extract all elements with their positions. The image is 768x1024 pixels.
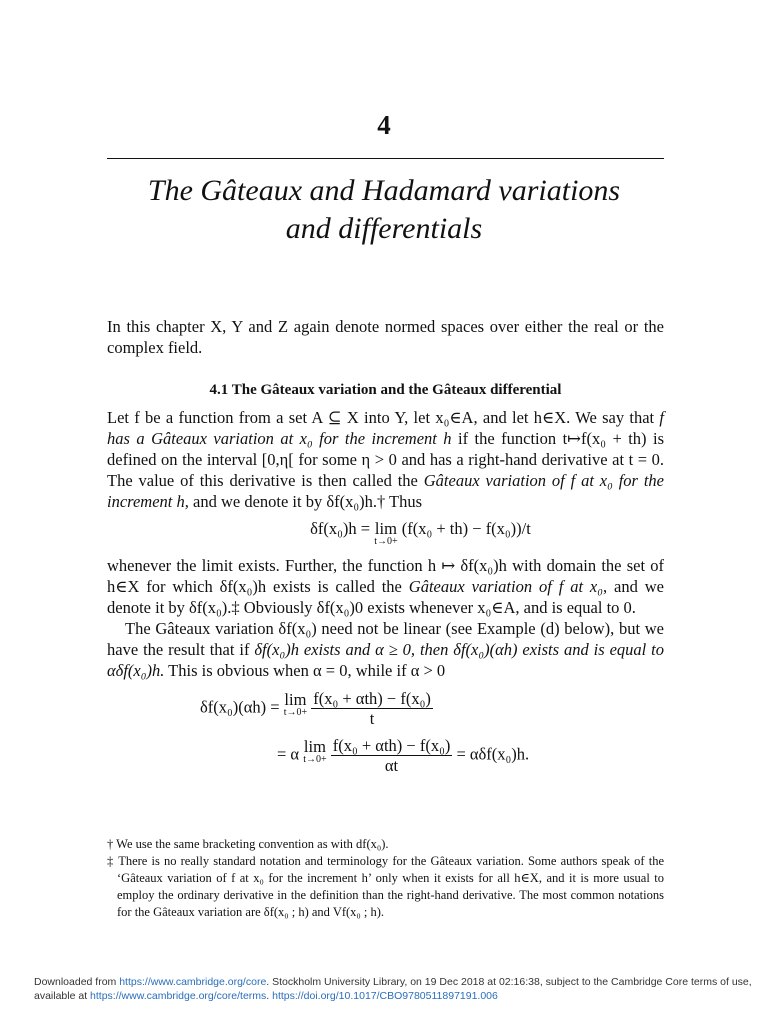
eq1-limit bbox=[374, 518, 397, 547]
chapter-title-line-1: The Gâteaux and Hadamard variations bbox=[147, 174, 621, 207]
chapter-title bbox=[0, 172, 768, 248]
eq2-denominator: t bbox=[369, 709, 375, 728]
paragraph-variation bbox=[107, 555, 664, 618]
chapter-number: 4 bbox=[377, 110, 391, 140]
chapter-title-line-2: and differentials bbox=[285, 212, 483, 245]
p3-text-a: The Gâteaux variation δf(x₀) need not be linear (see Example (d) below), but we have the result that if bbox=[107, 619, 664, 659]
eq3-lim-sub: t→0+ bbox=[303, 754, 327, 765]
eq3-limit bbox=[303, 736, 326, 765]
equation-1 bbox=[177, 518, 664, 547]
p1-text-a: Let f be a function from a set A ⊆ X into Y, let x₀∈A, and let h∈X. We say that bbox=[107, 408, 660, 427]
p2-text-a: whenever the limit exists. Further, the function h ↦ δf(x₀)h with domain the set of h∈X for which δf(x₀)h exists is called the bbox=[107, 556, 664, 596]
eq3-numerator: f(x₀ + αth) − f(x₀) bbox=[332, 736, 451, 755]
footnotes bbox=[107, 836, 664, 921]
download-text-2: . Stockholm University Library, on 19 Dec 2018 at 02:16:38, subject to the Cambridge Core terms of use, available at bbox=[34, 976, 752, 1002]
p1-text-e: and we denote it by δf(x₀)h.† Thus bbox=[188, 492, 423, 511]
download-text-1: Downloaded from bbox=[34, 976, 120, 988]
eq3-denominator: αt bbox=[384, 756, 399, 775]
eq2-lhs: δf(x₀)(αh) = bbox=[200, 697, 284, 717]
eq3-rhs: = αδf(x₀)h. bbox=[452, 744, 530, 764]
footnote-dagger: † We use the same bracketing convention as with df(x₀). bbox=[107, 837, 389, 851]
eq1-lim-sub: t→0+ bbox=[374, 536, 398, 547]
eq3-lim-text: lim bbox=[303, 737, 326, 756]
p1-italic-d: Gâteaux variation of f at x₀ for the increment h, bbox=[107, 471, 664, 511]
footnote-double-dagger: ‡ There is no really standard notation and terminology for the Gâteaux variation. Some authors speak of the ‘Gâteaux variation of f at x₀ for the increment h’ only when it exists for all h∈X, and it is more usual to employ the ordinary derivative in the definition than the right-hand derivative. The most common notations for the Gâteaux variation are δf(x₀ ; h) and Vf(x₀ ; h). bbox=[107, 854, 664, 919]
paragraph-definition bbox=[107, 407, 664, 512]
p2-text-c: , and we denote it by δf(x₀).‡ Obviously δf(x₀)0 exists whenever x₀∈A, and is equal to 0. bbox=[107, 577, 664, 617]
download-text-3: . bbox=[266, 990, 273, 1002]
p3-text-c: This is obvious when α = 0, while if α > 0 bbox=[164, 661, 446, 680]
eq3-lhs: = α bbox=[277, 744, 304, 764]
chapter-rule bbox=[107, 158, 664, 159]
download-notice bbox=[34, 975, 754, 1003]
p1-text-c: if the function t↦f(x₀ + th) is defined on the interval [0,η[ for some η > 0 and has a right-hand derivative at t = 0. The value of this derivative is then called the bbox=[107, 429, 664, 490]
paragraph-linearity bbox=[107, 618, 664, 681]
eq3-fraction bbox=[331, 736, 453, 775]
section-heading: 4.1 The Gâteaux variation and the Gâteaux differential bbox=[209, 382, 562, 398]
eq1-rhs: (f(x₀ + th) − f(x₀))/t bbox=[397, 519, 531, 538]
eq2-fraction bbox=[311, 689, 433, 728]
p3-italic-b: δf(x₀)h exists and α ≥ 0, then δf(x₀)(αh) exists and is equal to αδf(x₀)h. bbox=[107, 640, 664, 680]
cambridge-core-link[interactable]: https://www.cambridge.org/core bbox=[119, 976, 267, 988]
eq1-lhs: δf(x₀)h = bbox=[310, 519, 375, 538]
p2-italic-b: Gâteaux variation of f at x₀ bbox=[408, 577, 603, 596]
p1-italic-b: f has a Gâteaux variation at x₀ for the increment h bbox=[107, 408, 664, 448]
doi-link[interactable]: https://doi.org/10.1017/CBO9780511897191.006 bbox=[272, 990, 498, 1002]
eq1-lim-text: lim bbox=[374, 519, 397, 538]
equation-3 bbox=[277, 736, 664, 775]
cambridge-terms-link[interactable]: https://www.cambridge.org/core/terms bbox=[90, 990, 267, 1002]
equation-2 bbox=[200, 689, 664, 728]
eq2-numerator: f(x₀ + αth) − f(x₀) bbox=[313, 689, 431, 708]
intro-paragraph: In this chapter X, Y and Z again denote normed spaces over either the real or the complex field. bbox=[107, 317, 664, 357]
eq2-limit bbox=[284, 689, 307, 718]
eq2-lim-text: lim bbox=[284, 690, 307, 709]
eq2-lim-sub: t→0+ bbox=[283, 707, 308, 718]
section-body bbox=[107, 407, 664, 783]
